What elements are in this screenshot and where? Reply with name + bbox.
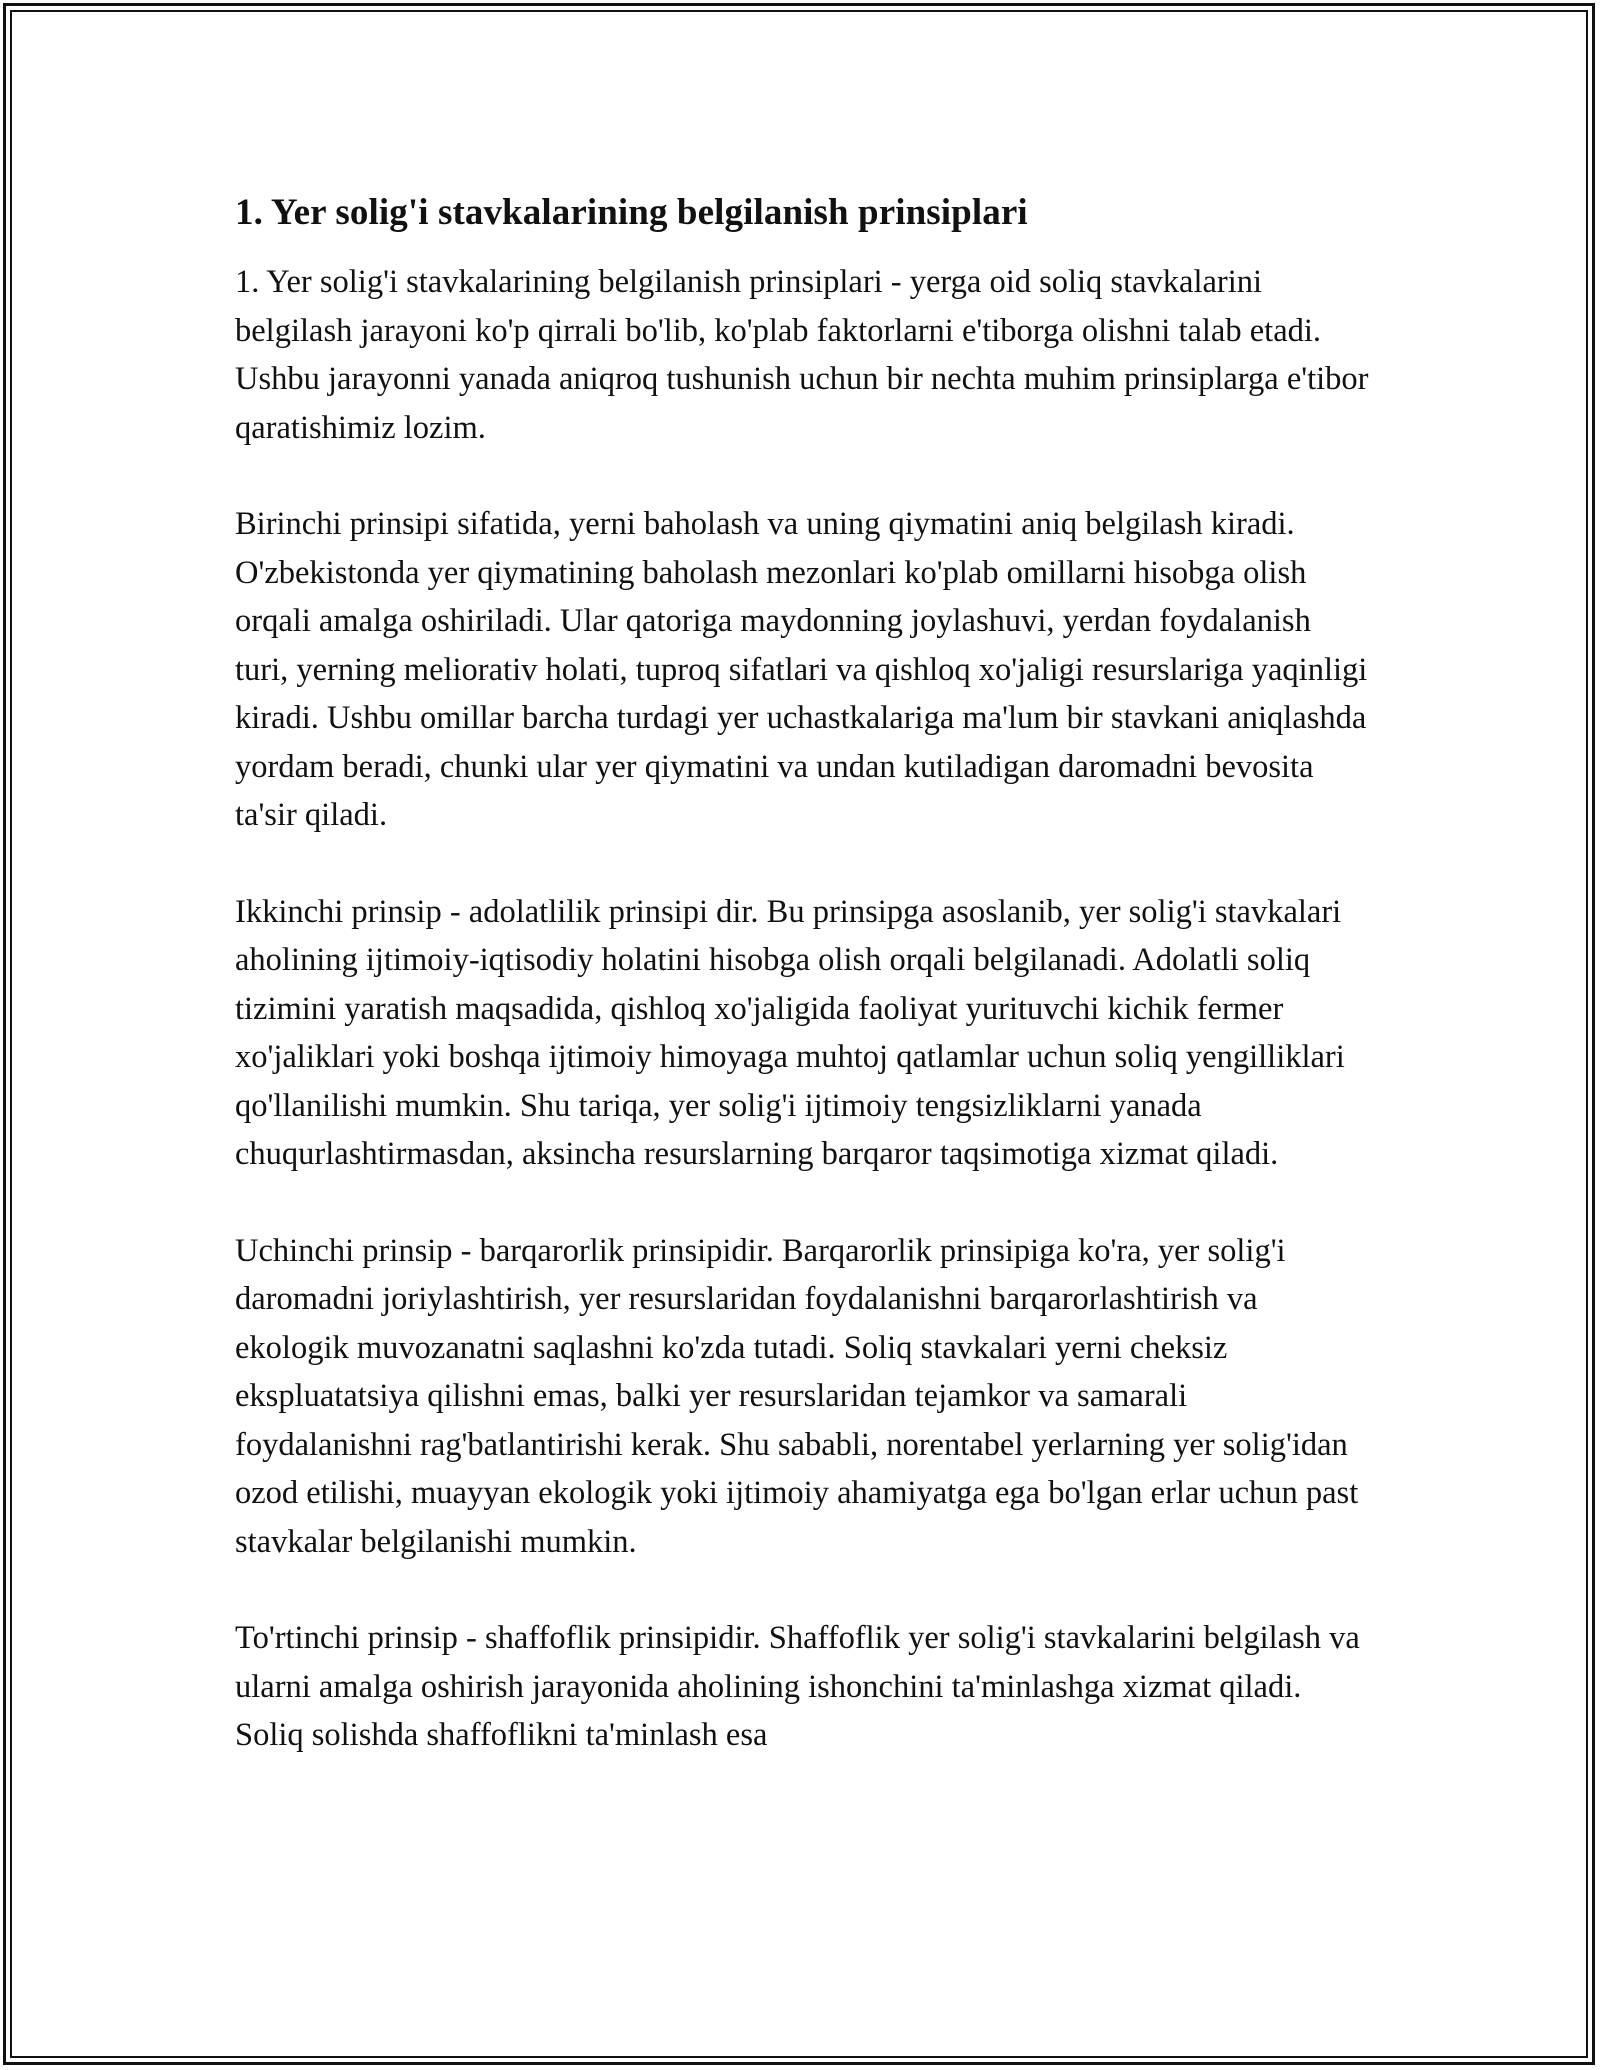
paragraph-second-principle: Ikkinchi prinsip - adolatlilik prinsipi dir. Bu prinsipga asoslanib, yer solig'i stavkalari aholining ijtimoiy-iqtisodiy holatini hisobga olish orqali belgilanadi. Adolatli soliq tizimini yaratish maqsadida, qishloq xo'jaligida faoliyat yurituvchi kichik fermer xo'jaliklari yoki boshqa ijtimoiy himoyaga muhtoj qatlamlar uchun soliq yengilliklari qo'llanilishi mumkin. Shu tariqa, yer solig'i ijtimoiy tengsizliklarni yanada chuqurlashtirmasdan, aksincha resurslarning barqaror taqsimotiga xizmat qiladi.: [235, 893, 1345, 1172]
paragraph-third-principle: Uchinchi prinsip - barqarorlik prinsipidir. Barqarorlik prinsipiga ko'ra, yer solig'i daromadni joriylashtirish, yer resurslaridan foydalanishni barqarorlashtirish va ekologik muvozanatni saqlashni ko'zda tutadi. Soliq stavkalari yerni cheksiz ekspluatatsiya qilishni emas, balki yer resurslaridan tejamkor va samarali foydalanishni rag'batlantirishi kerak. Shu sababli, norentabel yerlarning yer solig'idan ozod etilishi, muayyan ekologik yoki ijtimoiy ahamiyatga ega bo'lgan erlar uchun past stavkalar belgilanishi mumkin.: [235, 1232, 1359, 1560]
paragraph-first-principle: Birinchi prinsipi sifatida, yerni baholash va uning qiymatini aniq belgilash kiradi. O'zbekistonda yer qiymatining baholash mezonlari ko'plab omillarni hisobga olish orqali amalga oshiriladi. Ular qatoriga maydonning joylashuvi, yerdan foydalanish turi, yerning meliorativ holati, tuproq sifatlari va qishloq xo'jaligi resurslariga yaqinligi kiradi. Ushbu omillar barcha turdagi yer uchastkalariga ma'lum bir stavkani aniqlashda yordam beradi, chunki ular yer qiymatini va undan kutiladigan daromadni bevosita ta'sir qiladi.: [235, 506, 1368, 833]
paragraph-fourth-principle: To'rtinchi prinsip - shaffoflik prinsipidir. Shaffoflik yer solig'i stavkalarini belgilash va ularni amalga oshirish jarayonida aholining ishonchini ta'minlashga xizmat qiladi. Soliq solishda shaffoflikni ta'minlash esa: [235, 1620, 1360, 1753]
document-body: [235, 188, 1370, 1760]
paragraph-intro: 1. Yer solig'i stavkalarining belgilanish prinsiplari - yerga oid soliq stavkalarini belgilash jarayoni ko'p qirrali bo'lib, ko'plab faktorlarni e'tiborga olishni talab etadi. Ushbu jarayonni yanada aniqroq tushunish uchun bir nechta muhim prinsiplarga e'tibor qaratishimiz lozim.: [235, 264, 1369, 446]
section-heading: 1. Yer solig'i stavkalarining belgilanish prinsiplari: [235, 192, 1028, 233]
